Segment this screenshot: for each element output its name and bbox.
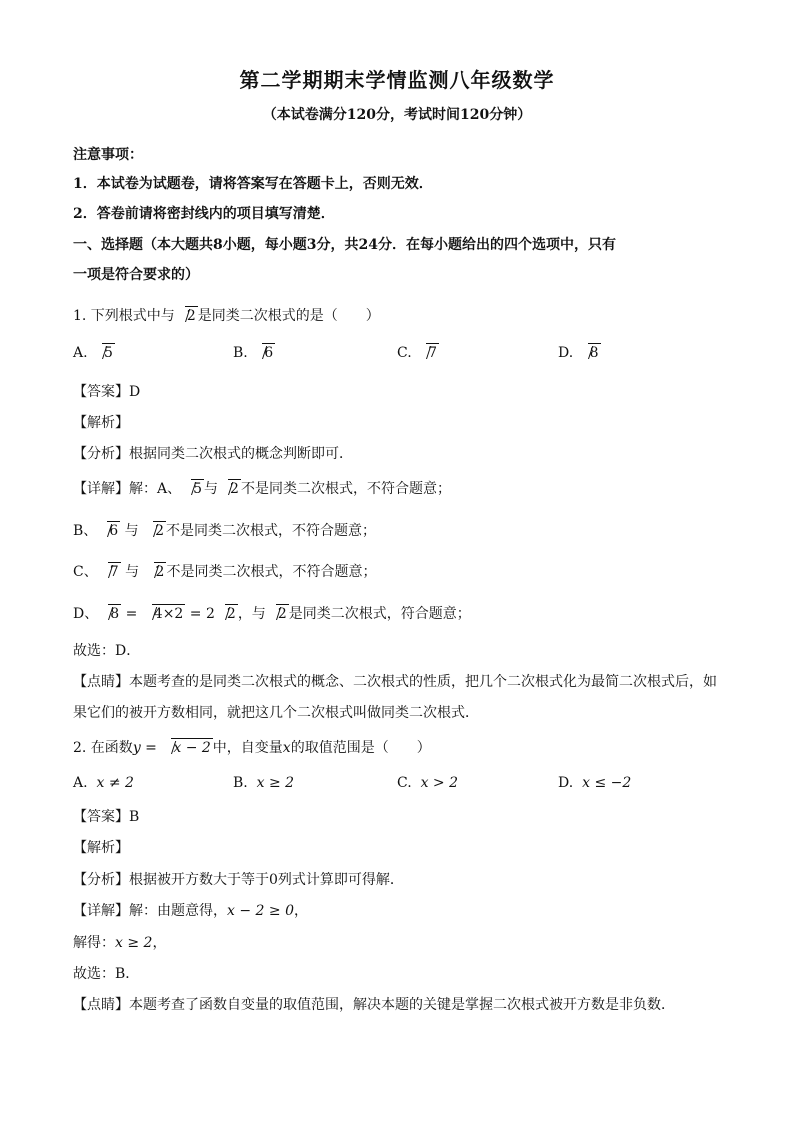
q1-detail-a: 【详解】解：A、 5 与 2 不是同类二次根式，不符合题意；: [73, 481, 451, 497]
q1-dianjing-line-1: 【点睛】本题考查的是同类二次根式的概念、二次根式的性质，把几个二次根式化为最简二次根式后，如: [73, 674, 717, 690]
q1-detail-c: C、 7 与 2 不是同类二次根式，不符合题意；: [73, 564, 377, 580]
page-title: 第二学期期末学情监测八年级数学: [239, 68, 555, 92]
q2-option-d: D. x ≤ −2: [558, 775, 632, 791]
q1-choose: 故选：D．: [73, 643, 141, 659]
q1-option-d: D. 8: [558, 345, 599, 361]
section-heading-line-2: 一项是符合要求的）: [73, 267, 199, 283]
q1-dianjing-line-2: 果它们的被开方数相同，就把这几个二次根式叫做同类二次根式．: [73, 705, 479, 721]
q2-stem: 2. 在函数y = x − 2 中，自变量x的取值范围是（ ）: [73, 740, 431, 756]
section-heading-line-1: 一、选择题（本大题共8小题，每小题3分，共24分．在每小题给出的四个选项中，只有: [73, 237, 616, 253]
q1-fenxi: 【分析】根据同类二次根式的概念判断即可．: [73, 446, 353, 462]
q2-analysis-tag: 【解析】: [73, 840, 129, 856]
q1-answer: 【答案】D: [73, 384, 141, 400]
q2-option-b: B. x ≥ 2: [233, 775, 295, 791]
q2-option-c: C. x > 2: [397, 775, 459, 791]
q2-dianjing: 【点睛】本题考查了函数自变量的取值范围，解决本题的关键是掌握二次根式被开方数是非负数．: [73, 997, 675, 1013]
q2-solve: 解得：x ≥ 2，: [73, 935, 167, 951]
q2-option-a: A. x ≠ 2: [73, 775, 134, 791]
q1-detail-b: B、 6 与 2 不是同类二次根式，不符合题意；: [73, 523, 377, 539]
q1-option-a: A. 5: [73, 345, 113, 361]
notice-heading: 注意事项：: [73, 147, 143, 163]
page-subtitle: （本试卷满分120分，考试时间120分钟）: [262, 107, 532, 123]
q1-option-b: B. 6: [233, 345, 274, 361]
q1-detail-d: D、 8 = 4×2 = 2 2 ，与 2 是同类二次根式，符合题意；: [73, 606, 471, 622]
q1-analysis-tag: 【解析】: [73, 415, 129, 431]
notice-item-2: 2．答卷前请将密封线内的项目填写清楚．: [73, 206, 335, 222]
q1-option-c: C. 7: [397, 345, 438, 361]
sqrt-symbol: 2: [176, 306, 198, 324]
notice-item-1: 1．本试卷为试题卷，请将答案写在答题卡上，否则无效．: [73, 176, 433, 192]
q2-fenxi: 【分析】根据被开方数大于等于0列式计算即可得解．: [73, 872, 404, 888]
q2-answer: 【答案】B: [73, 809, 140, 825]
q2-choose: 故选：B．: [73, 966, 140, 982]
q1-stem: 1. 下列根式中与 2 是同类二次根式的是（ ）: [73, 308, 380, 324]
q2-detail: 【详解】解：由题意得，x − 2 ≥ 0，: [73, 903, 308, 919]
